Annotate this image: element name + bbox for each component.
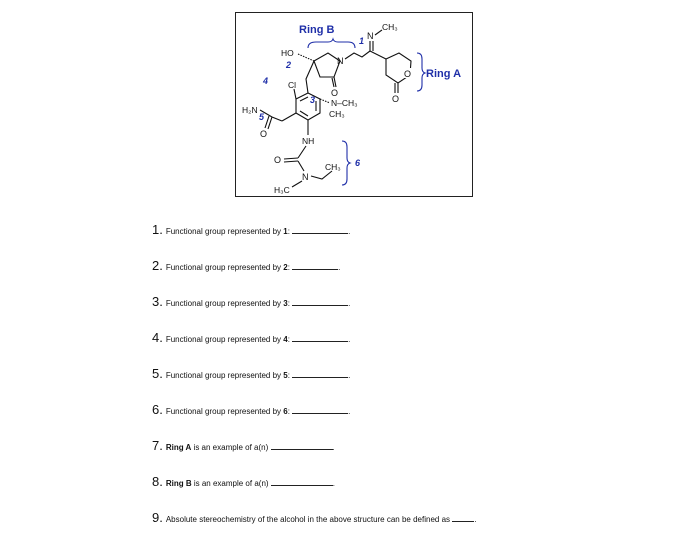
label-3: 3 <box>310 95 316 105</box>
benzyl-bond <box>306 61 314 93</box>
ring-a-title: Ring A <box>426 68 462 80</box>
question-9 <box>152 510 476 525</box>
end-mark: . <box>348 407 351 416</box>
end-mark: . <box>348 335 351 344</box>
answer-blank-3[interactable] <box>292 297 351 308</box>
question-number: 2. <box>152 258 163 273</box>
question-tail: : <box>287 263 290 272</box>
end-mark: . <box>348 371 351 380</box>
question-number: 6. <box>152 402 163 417</box>
ho-bond <box>298 54 314 61</box>
question-text: Functional group represented by <box>165 227 284 236</box>
ethyl-bond <box>311 171 332 179</box>
question-text: Functional group represented by <box>165 407 284 416</box>
amide-carbonyl-bond <box>265 116 272 129</box>
question-text: Functional group represented by <box>165 335 284 344</box>
n-chain-bond <box>345 51 370 59</box>
answer-blank-4[interactable] <box>292 333 351 344</box>
n-methyl-bond <box>375 30 382 35</box>
question-number: 5. <box>152 366 163 381</box>
end-mark: . <box>474 515 477 524</box>
question-tail: : <box>287 371 290 380</box>
question-number: 9. <box>152 510 163 525</box>
label-6: 6 <box>355 158 361 168</box>
ring-b-title: Ring B <box>299 24 335 36</box>
question-number: 4. <box>152 330 163 345</box>
end-mark: . <box>338 263 341 272</box>
question-ref: Ring B <box>165 479 192 488</box>
question-3 <box>152 294 350 309</box>
urea-nh: NH <box>302 136 315 146</box>
ring-b-bracket <box>308 39 355 48</box>
dimethylamino-methyl: CH₃ <box>329 109 345 119</box>
question-ref: 2 <box>283 263 288 272</box>
question-text: Functional group represented by <box>165 263 284 272</box>
chloro-bond <box>294 89 296 99</box>
question-6 <box>152 402 350 417</box>
amide-oxygen: O <box>260 129 268 139</box>
urea-carbonyl-bond <box>284 158 298 162</box>
end-mark: . <box>332 443 335 452</box>
lactam-carbonyl-bond <box>332 77 336 87</box>
question-number: 7. <box>152 438 163 453</box>
answer-blank-6[interactable] <box>292 405 351 416</box>
label-1: 1 <box>359 36 365 46</box>
label-2: 2 <box>286 60 292 70</box>
dimethylamino-bond <box>320 99 330 103</box>
urea-oxygen: O <box>274 155 282 165</box>
lactam-oxygen: O <box>331 88 339 98</box>
end-mark: . <box>332 479 336 488</box>
question-5 <box>152 366 350 381</box>
question-ref: 6 <box>283 407 288 416</box>
question-ref: Ring A <box>165 443 192 452</box>
urea-n-methyl: H₃C <box>274 185 290 195</box>
lactone-carbonyl-bond <box>395 83 398 93</box>
answer-blank-5[interactable] <box>292 369 351 380</box>
question-text: Functional group represented by <box>165 299 284 308</box>
answer-blank-7[interactable] <box>271 441 333 450</box>
urea-n-bond <box>298 161 304 171</box>
ring-a-link-bond <box>370 51 386 59</box>
label-5: 5 <box>259 112 265 122</box>
question-ref: 1 <box>283 227 288 236</box>
ring-a-oxygen: O <box>404 69 412 79</box>
n-methyl-urea-bond <box>292 181 302 187</box>
question-number: 3. <box>152 294 163 309</box>
ring-nitrogen: N <box>337 56 344 66</box>
question-ref: 3 <box>283 299 288 308</box>
question-tail: : <box>287 299 290 308</box>
structure-figure <box>235 12 473 197</box>
answer-blank-1[interactable] <box>292 225 351 236</box>
question-4 <box>152 330 350 345</box>
group-6-bracket <box>342 141 350 185</box>
lactone-carbonyl-oxygen: O <box>392 94 400 104</box>
ethyl-methyl: CH₃ <box>325 162 341 172</box>
amide-bond <box>282 113 296 121</box>
answer-blank-9[interactable] <box>452 513 477 524</box>
urea-nitrogen: N <box>302 172 309 182</box>
question-ref: 5 <box>283 371 288 380</box>
urea-carbon-bond <box>298 146 306 158</box>
question-1 <box>152 222 350 237</box>
answer-blank-8[interactable] <box>271 477 336 488</box>
hydroxyl-group: HO <box>281 48 294 58</box>
question-number: 8. <box>152 474 163 489</box>
question-8 <box>152 474 335 489</box>
ring-a-bracket <box>417 53 425 91</box>
answer-blank-2[interactable] <box>292 261 341 272</box>
imine-nitrogen: N <box>367 31 374 41</box>
question-ref: 4 <box>283 335 288 344</box>
end-mark: . <box>348 227 351 236</box>
question-tail: : <box>287 227 290 236</box>
question-tail: : <box>287 335 290 344</box>
question-text: Absolute stereochemistry of the alcohol in the above structure can be defined as <box>165 515 451 524</box>
amide-nh2: H₂N <box>242 105 258 115</box>
end-mark: . <box>348 299 351 308</box>
imine-double-bond <box>370 41 373 51</box>
question-7 <box>152 438 335 453</box>
imine-methyl: CH₃ <box>382 22 398 32</box>
question-number: 1. <box>152 222 163 237</box>
chloro-atom: Cl <box>288 80 297 90</box>
question-tail: : <box>287 407 290 416</box>
question-text: is an example of a(n) <box>191 479 269 488</box>
question-text: Functional group represented by <box>165 371 284 380</box>
label-4: 4 <box>263 76 269 86</box>
dimethylamino-nitrogen: N–CH₃ <box>331 98 358 108</box>
question-2 <box>152 258 340 273</box>
question-text: is an example of a(n) <box>191 443 269 452</box>
chemical-structure <box>236 13 474 198</box>
